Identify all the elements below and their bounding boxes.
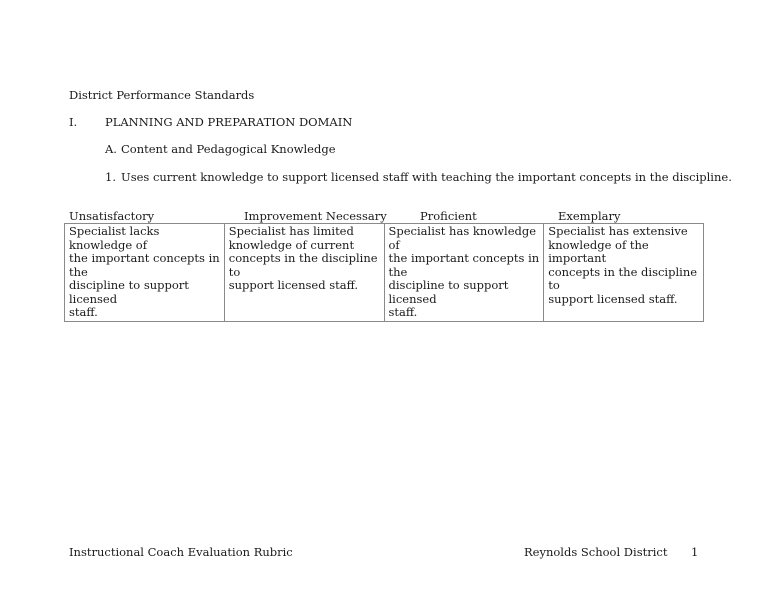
page-number: 1 <box>691 545 699 559</box>
item-text: Uses current knowledge to support licensed staff with teaching the important concepts in the discipline. <box>121 170 732 184</box>
cell-line: knowledge of current <box>228 237 355 252</box>
cell-line: staff. <box>69 305 98 319</box>
cell-line: knowledge of the important <box>548 237 649 265</box>
cell-line: concepts in the discipline to <box>228 251 378 279</box>
cell-line: Specialist has extensive <box>548 224 688 238</box>
subsection-letter: A. <box>105 142 117 156</box>
rubric-cell-unsatisfactory <box>65 224 225 322</box>
rubric-cell-proficient <box>384 224 544 322</box>
footer-document-title: Instructional Coach Evaluation Rubric <box>69 545 293 559</box>
column-header-improvement-necessary: Improvement Necessary <box>244 209 387 223</box>
cell-line: the important concepts in the <box>69 251 220 279</box>
cell-line: discipline to support licensed <box>388 278 509 306</box>
cell-line: Specialist has knowledge of <box>388 224 537 252</box>
document-heading: District Performance Standards <box>69 88 255 102</box>
cell-line: staff. <box>388 305 418 319</box>
column-header-unsatisfactory: Unsatisfactory <box>69 209 155 223</box>
cell-line: discipline to support licensed <box>69 278 189 306</box>
column-header-exemplary: Exemplary <box>558 209 621 223</box>
section-title: PLANNING AND PREPARATION DOMAIN <box>105 115 353 129</box>
cell-line: the important concepts in the <box>388 251 540 279</box>
cell-line: support licensed staff. <box>228 278 359 292</box>
subsection-title: Content and Pedagogical Knowledge <box>121 142 336 156</box>
table-row <box>65 224 704 322</box>
cell-line: support licensed staff. <box>548 291 678 306</box>
rubric-cell-exemplary <box>544 224 704 322</box>
rubric-cell-improvement-necessary <box>224 224 384 322</box>
cell-line: Specialist lacks knowledge of <box>69 224 160 252</box>
cell-line: Specialist has limited <box>228 224 354 238</box>
footer-district-name: Reynolds School District <box>524 545 668 559</box>
cell-line: concepts in the discipline to <box>548 264 698 292</box>
item-number: 1. <box>105 170 116 184</box>
rubric-table <box>64 223 704 322</box>
section-number: I. <box>69 115 78 129</box>
column-header-proficient: Proficient <box>420 209 477 223</box>
